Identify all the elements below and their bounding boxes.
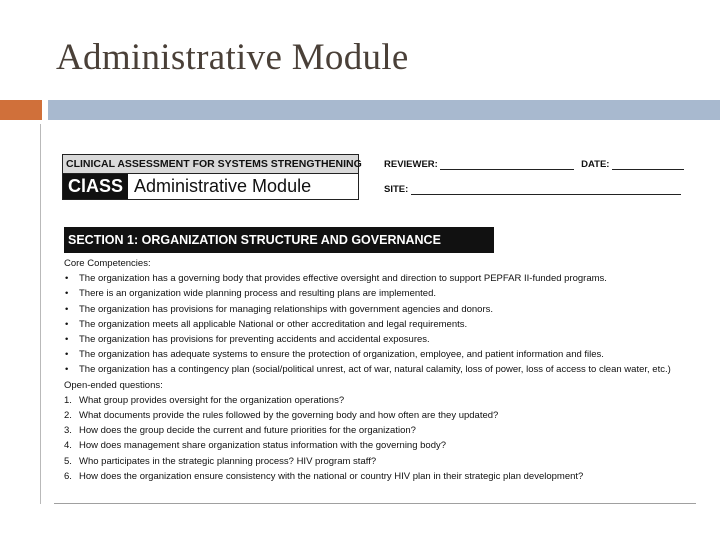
header-bottom-row <box>63 174 358 199</box>
question-text: How does management share organization status information with the governing body? <box>79 440 447 452</box>
section-title-bar: SECTION 1: ORGANIZATION STRUCTURE AND GOVERNANCE <box>64 227 494 253</box>
module-name: Administrative Module <box>134 176 312 196</box>
question-number: 3. <box>64 425 72 437</box>
question-item <box>64 408 694 423</box>
question-number: 5. <box>64 455 72 467</box>
open-questions-list <box>64 393 694 484</box>
question-item <box>64 469 694 484</box>
question-item <box>64 393 694 408</box>
site-row <box>384 184 681 195</box>
slide-title: Administrative Module <box>56 37 409 78</box>
list-item: • The organization has provisions for managing relationships with government agencies and donors. <box>64 302 694 317</box>
date-label: DATE: <box>581 159 610 170</box>
class-header-box <box>62 154 362 200</box>
list-item: • The organization has a contingency plan (social/political unrest, act of war, natural calamity, loss of power, loss of access to clean water, etc.) <box>64 362 694 377</box>
question-item <box>64 454 694 469</box>
reviewer-label: REVIEWER: <box>384 159 438 170</box>
open-questions-label: Open-ended questions: <box>64 379 163 391</box>
question-item <box>64 438 694 453</box>
question-number: 1. <box>64 394 72 406</box>
document-image <box>60 150 700 502</box>
question-number: 4. <box>64 440 72 452</box>
question-number: 6. <box>64 470 72 482</box>
header-top-label: CLINICAL ASSESSMENT FOR SYSTEMS STRENGTHENING <box>63 155 358 174</box>
question-text: Who participates in the strategic planning process? HIV program staff? <box>79 455 377 467</box>
question-text: What documents provide the rules followed by the governing body and how often are they updated? <box>79 410 499 422</box>
list-item: • The organization has adequate systems to ensure the protection of organization, employee, and patient information and files. <box>64 347 694 362</box>
question-text: How does the group decide the current and future priorities for the organization? <box>79 425 416 437</box>
list-item: • The organization has provisions for preventing accidents and accidental exposures. <box>64 332 694 347</box>
left-margin-rule <box>40 124 41 504</box>
reviewer-line <box>440 159 574 170</box>
list-item: • The organization has a governing body that provides effective oversight and direction to support PEPFAR II-funded programs. <box>64 271 694 286</box>
site-line <box>411 184 681 195</box>
question-item <box>64 423 694 438</box>
question-text: How does the organization ensure consistency with the national or country HIV plan in their strategic plan development? <box>79 470 584 482</box>
site-label: SITE: <box>384 184 409 195</box>
title-rule-bar <box>48 100 720 120</box>
reviewer-date-row <box>384 159 684 170</box>
question-number: 2. <box>64 410 72 422</box>
list-item: • The organization meets all applicable National or other accreditation and legal requirements. <box>64 317 694 332</box>
core-competencies-list <box>64 271 694 377</box>
section-content <box>64 256 694 484</box>
list-item: • There is an organization wide planning process and resulting plans are implemented. <box>64 286 694 301</box>
date-line <box>612 159 684 170</box>
class-acronym: ClASS <box>63 174 128 199</box>
question-text: What group provides oversight for the organization operations? <box>79 394 345 406</box>
title-rule-accent <box>0 100 42 120</box>
core-competencies-label: Core Competencies: <box>64 258 151 269</box>
bottom-rule <box>54 503 696 504</box>
